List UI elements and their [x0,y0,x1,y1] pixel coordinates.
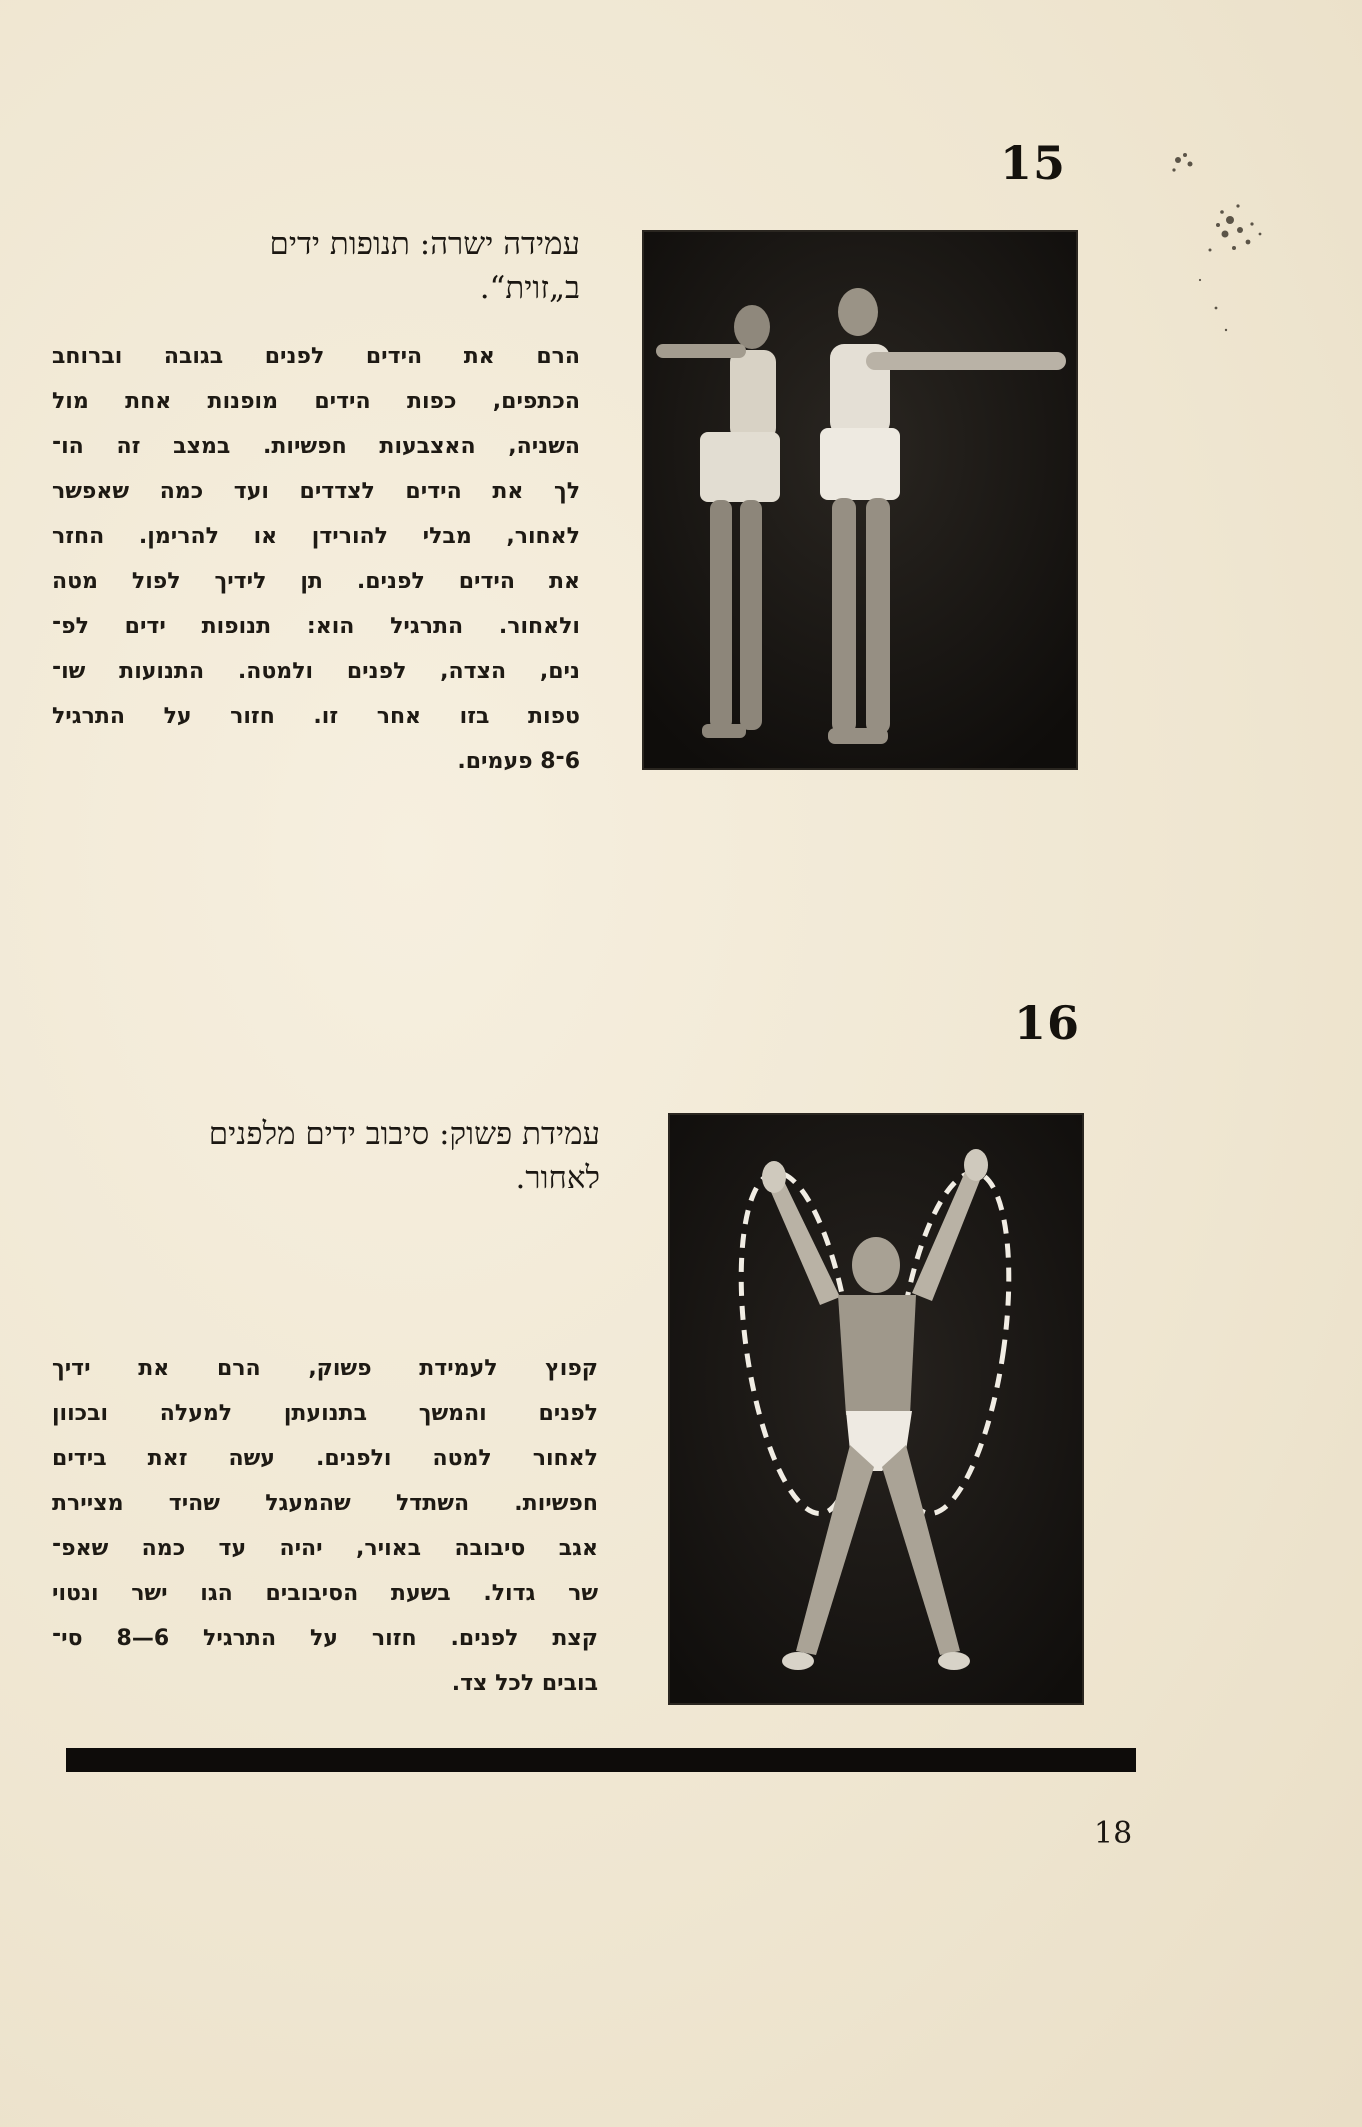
description-line: הרם את הידים לפנים בגובה וברוחב [52,344,580,369]
description-line: לאחור, מבלי להורידן או להרימן. החזר [52,524,580,549]
exercise-title-line: ב„זוית“. [479,270,580,306]
exercise-title-line: עמידת פשוק: סיבוב ידים מלפנים [208,1116,600,1152]
description-line: חפשיות. השתדל שהמעגל שהיד מציירת [52,1491,598,1516]
section-divider-bar [66,1748,1136,1772]
exercise-photo-arm-circles [670,1115,1082,1703]
description-line: קצת לפנים. חזור על התרגיל 6—8 סי־ [52,1626,598,1651]
exercise-photo-arm-swings [644,232,1076,768]
exercise-description [52,334,580,784]
description-line: הכתפים, כפות הידים מופנות אחת מול [52,389,580,414]
description-line: נים, הצדה, לפנים ולמטה. התנועות שו־ [52,659,580,684]
exercise-description [52,1346,598,1706]
exercise-title-line: עמידה ישרה: תנופות ידים [269,226,580,262]
exercise-number: 15 [1000,136,1067,190]
page-number: 18 [1094,1816,1133,1851]
description-line: בובים לכל צד. [451,1671,598,1696]
description-line: 6־8 פעמים. [457,749,580,774]
description-line: אגב סיבובה באויר, יהיה עד כמה שאפ־ [52,1536,598,1561]
description-line: טפות בזו אחר זו. חזור על התרגיל [52,704,580,729]
description-line: ולאחור. התרגיל הוא: תנופות ידים לפ־ [52,614,580,639]
description-line: לפנים והמשך בתנועתן למעלה ובכוון [52,1401,598,1426]
exercise-title-line: לאחור. [515,1160,600,1196]
description-line: לאחור למטה ולפנים. עשה זאת בידים [52,1446,598,1471]
description-line: השניה, האצבעות חפשיות. במצב זה הו־ [52,434,580,459]
description-line: קפוץ לעמידת פשוק, הרם את ידיך [52,1356,598,1381]
exercise-title [130,222,580,310]
ink-stain-decoration [1130,130,1280,350]
exercise-title [60,1112,600,1200]
description-line: לך את הידים לצדדים ועד כמה שאפשר [52,479,580,504]
exercise-number: 16 [1014,996,1081,1050]
description-line: את הידים לפנים. תן לידיך לפול מטה [52,569,580,594]
description-line: שר גדול. בשעת הסיבובים הגו ישר ונטוי [52,1581,598,1606]
